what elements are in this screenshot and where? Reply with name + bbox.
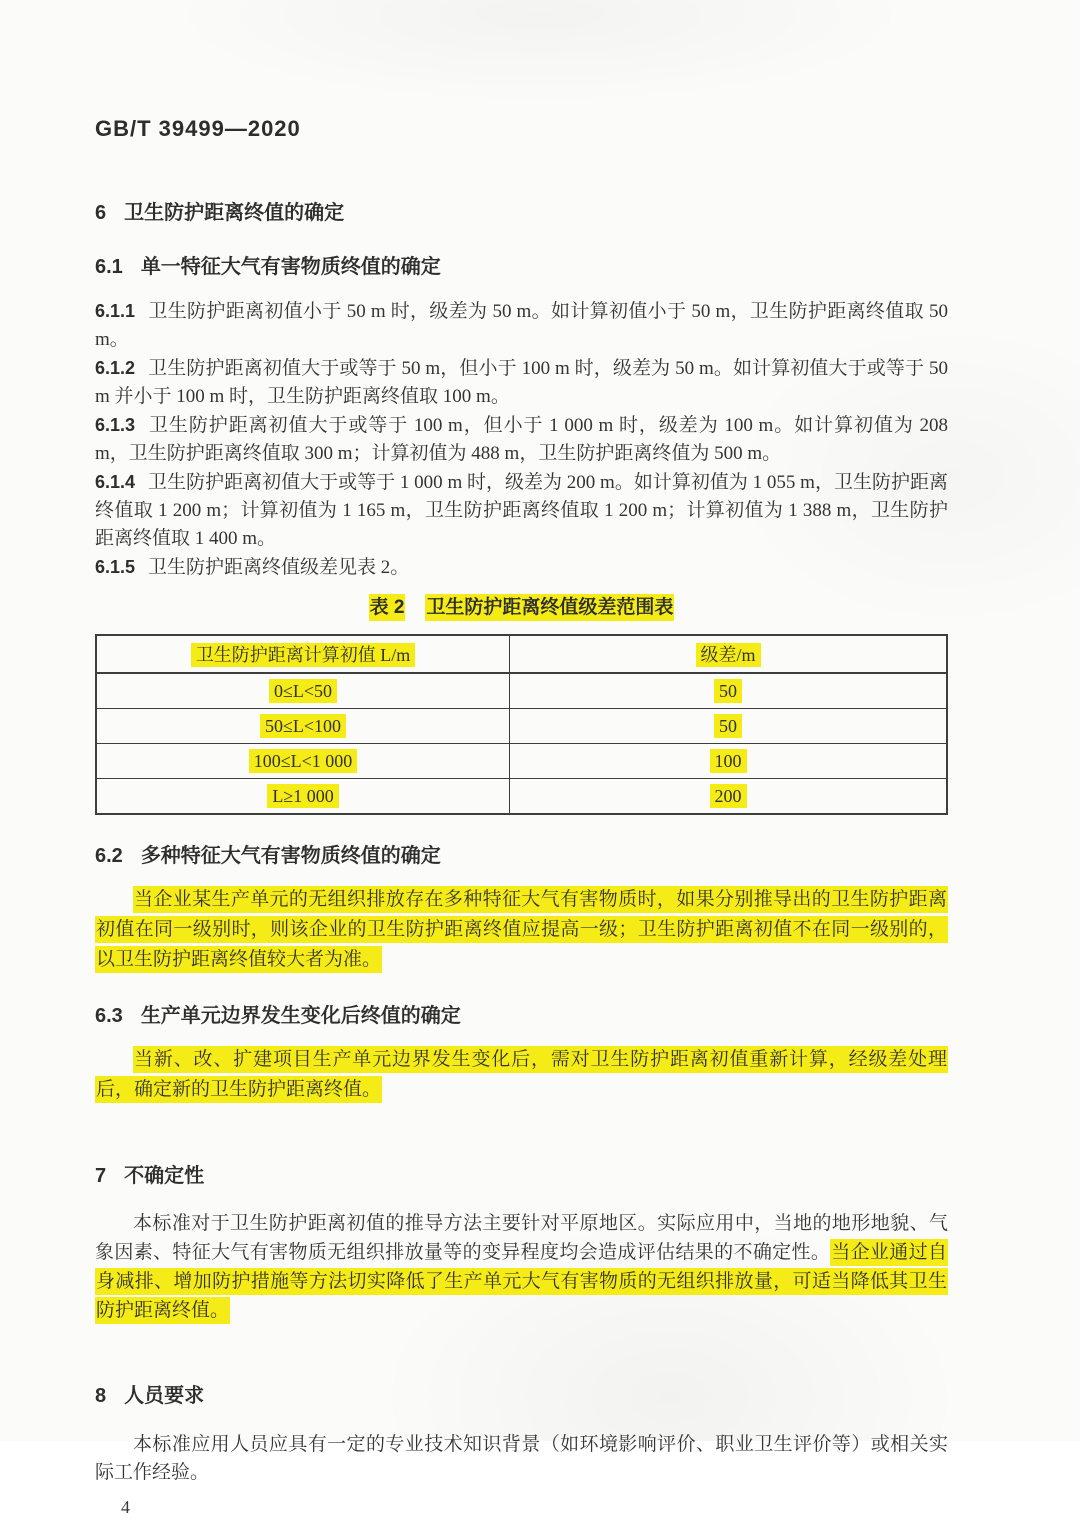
section-6-title: 卫生防护距离终值的确定 (124, 202, 345, 224)
clause-6-1-3-number: 6.1.3 (95, 415, 136, 435)
page-number: 4 (121, 1497, 130, 1517)
clause-6-1-1-text: 卫生防护距离初值小于 50 m 时，级差为 50 m。如计算初值小于 50 m，卫生防护距离终值取 50 m。 (95, 301, 948, 350)
table-cell-range: L≥1 000 (96, 779, 510, 815)
section-6-3-heading (95, 1003, 948, 1029)
section-6-2-paragraph (95, 885, 948, 975)
section-6-3-number: 6.3 (95, 1005, 123, 1027)
section-8-paragraph (95, 1431, 948, 1487)
clause-6-1-2 (95, 354, 948, 411)
table-2 (95, 634, 948, 815)
section-7-normal-text: 本标准对于卫生防护距离初值的推导方法主要针对平原地区。实际应用中，当地的地形地貌、气象因素、特征大气有害物质无组织排放量等的变异程度均会造成评估结果的不确定性。 (95, 1213, 948, 1263)
clause-6-1-1 (95, 297, 948, 354)
clause-6-1-3-text: 卫生防护距离初值大于或等于 100 m，但小于 1 000 m 时，级差为 100 m。如计算初值为 208 m，卫生防护距离终值取 300 m；计算初值为 488 m，卫生防护距离终值为 500 m。 (95, 415, 948, 464)
table-row (96, 635, 947, 673)
section-6-3-paragraph (95, 1045, 948, 1105)
table-2-caption (95, 594, 948, 622)
table-cell-range: 0≤L<50 (96, 673, 510, 709)
section-6-2-title: 多种特征大气有害物质终值的确定 (140, 845, 441, 867)
clause-6-1-1-number: 6.1.1 (95, 301, 136, 321)
section-8-heading (95, 1383, 948, 1409)
clause-6-1-5-number: 6.1.5 (95, 557, 136, 577)
section-6-heading (95, 200, 948, 226)
table-cell-step: 50 (510, 709, 947, 744)
table-2-header-initial-value: 卫生防护距离计算初值 L/m (96, 635, 510, 673)
section-6-2-heading (95, 843, 948, 869)
section-6-1-title: 单一特征大气有害物质终值的确定 (140, 256, 441, 278)
section-8-title: 人员要求 (124, 1385, 205, 1407)
page-content (95, 0, 948, 1519)
section-7-heading (95, 1163, 948, 1189)
section-6-2-number: 6.2 (95, 845, 123, 867)
clause-6-1-4 (95, 468, 948, 553)
section-7-title: 不确定性 (124, 1165, 205, 1187)
section-6-1-number: 6.1 (95, 256, 123, 278)
clause-6-1-3 (95, 411, 948, 468)
section-8-text: 本标准应用人员应具有一定的专业技术知识背景（如环境影响评价、职业卫生评价等）或相关实际工作经验。 (95, 1434, 948, 1483)
section-6-3-highlighted-text: 当新、改、扩建项目生产单元边界发生变化后，需对卫生防护距离初值重新计算，经级差处理后，确定新的卫生防护距离终值。 (95, 1046, 948, 1103)
clause-6-1-2-text: 卫生防护距离初值大于或等于 50 m，但小于 100 m 时，级差为 50 m。如计算初值大于或等于 50 m 并小于 100 m 时，卫生防护距离终值取 100 m。 (95, 358, 948, 407)
section-6-2-highlighted-text: 当企业某生产单元的无组织排放存在多种特征大气有害物质时，如果分别推导出的卫生防护距离初值在同一级别时，则该企业的卫生防护距离终值应提高一级；卫生防护距离初值不在同一级别的，以卫生防护距离终值较大者为准。 (95, 886, 948, 973)
table-cell-step: 50 (510, 673, 947, 709)
table-cell-range: 100≤L<1 000 (96, 744, 510, 779)
table-cell-range: 50≤L<100 (96, 709, 510, 744)
section-7-paragraph (95, 1209, 948, 1325)
section-7-number: 7 (95, 1165, 107, 1187)
section-6-3-title: 生产单元边界发生变化后终值的确定 (140, 1005, 461, 1027)
clause-6-1-4-text: 卫生防护距离初值大于或等于 1 000 m 时，级差为 200 m。如计算初值为 1 055 m，卫生防护距离终值取 1 200 m；计算初值为 1 165 m，卫生防护距离终值取 1 200 m；计算初值为 1 388 m，卫生防护距离终值取 1 400 m。 (95, 472, 948, 549)
table-cell-step: 200 (510, 779, 947, 815)
section-6-1-heading (95, 254, 948, 280)
table-row (96, 744, 947, 779)
table-row (96, 709, 947, 744)
clause-6-1-5-text: 卫生防护距离终值级差见表 2。 (148, 557, 410, 578)
clause-6-1-5 (95, 553, 948, 582)
table-2-caption-label: 表 2 (369, 594, 406, 621)
section-8-number: 8 (95, 1385, 107, 1407)
section-6-number: 6 (95, 202, 107, 224)
table-cell-step: 100 (510, 744, 947, 779)
clause-6-1-2-number: 6.1.2 (95, 358, 136, 378)
table-2-header-step: 级差/m (510, 635, 947, 673)
table-2-caption-title: 卫生防护距离终值级差范围表 (425, 594, 674, 621)
section-7-highlighted-text: 当企业通过自身减排、增加防护措施等方法切实降低了生产单元大气有害物质的无组织排放量，可适当降低其卫生防护距离终值。 (95, 1239, 948, 1324)
table-row (96, 673, 947, 709)
table-row (96, 779, 947, 815)
clause-list (95, 297, 948, 582)
standard-number-header: GB/T 39499—2020 (95, 116, 301, 141)
clause-6-1-4-number: 6.1.4 (95, 472, 136, 492)
